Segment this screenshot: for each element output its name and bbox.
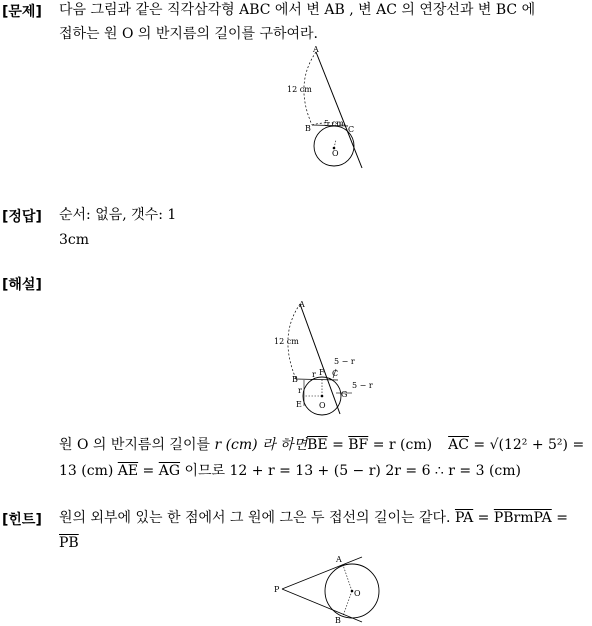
solution-line1 (59, 435, 584, 456)
solution-l1-b: r (cm) 라 하면 (214, 437, 308, 453)
answer-line1: 순서: 없음, 갯수: 1 (59, 207, 177, 223)
fig2-label-ab: 12 cm (274, 337, 299, 346)
solution-l2-c: 이므로 12 + r = 13 + (5 − r) 2r = 6 ∴ r = 3 (cm) (180, 463, 522, 479)
fig2-label-5r-right: 5 − r (352, 381, 373, 390)
fig2-label-a: A (299, 300, 305, 309)
hint-l1-b: = (473, 510, 494, 526)
segment-pb: $\overline{PB}$ (59, 535, 79, 551)
solution-l1-e: = √(12² + 5²) = (468, 437, 585, 453)
hint-figure (270, 552, 382, 626)
segment-bf: $\overline{BF}$ (348, 437, 369, 453)
fig3-label-p: P (274, 585, 280, 594)
problem-label: [문제] (2, 4, 42, 20)
solution-l1-c: = (327, 437, 349, 453)
segment-be: $\overline{BE}$ (307, 437, 328, 453)
segment-ag: $\overline{AG}$ (158, 463, 181, 479)
fig2-label-r-top: r (312, 370, 316, 379)
fig1-label-o: O (332, 149, 339, 158)
fig2-label-o: O (319, 401, 326, 410)
fig2-label-g: G (341, 390, 348, 399)
answer-label: [정답] (2, 209, 42, 225)
fig2-label-b: B (292, 375, 298, 384)
fig2-label-5r-top: 5 − r (334, 357, 355, 366)
fig3-label-a: A (336, 555, 342, 564)
solution-l1-d: = r (cm) (368, 437, 433, 453)
solution-l2-b: = (138, 463, 159, 479)
hint-l1-a: 원의 외부에 있는 한 점에서 그 원에 그은 두 접선의 길이는 같다. (59, 510, 455, 526)
segment-pa: $\overline{PA}$ (454, 510, 474, 526)
segment-ae: $\overline{AE}$ (117, 463, 139, 479)
fig1-label-b: B (305, 124, 311, 133)
solution-l1-a: 원 O 의 반지름의 길이를 (59, 437, 215, 453)
fig2-label-e: E (296, 400, 302, 409)
problem-text-line1: 다음 그림과 같은 직각삼각형 ABC 에서 변 AB , 변 AC 의 연장선과 변 BC 에 (59, 2, 536, 18)
segment-ac: $\overline{AC}$ (448, 437, 469, 453)
fig1-label-a: A (313, 45, 319, 54)
fig2-label-f: F (319, 368, 325, 377)
fig1-label-ab: 12 cm (287, 85, 312, 94)
fig2-label-r-left: r (298, 386, 302, 395)
hint-l1-c: = (551, 510, 568, 526)
hint-label: [힌트] (2, 512, 42, 528)
fig3-label-b: B (335, 616, 341, 625)
problem-text-line2: 접하는 원 O 의 반지름의 길이를 구하여라. (59, 26, 319, 42)
hint-line1 (59, 508, 568, 529)
fig2-label-c: C (332, 369, 339, 378)
problem-figure (280, 44, 370, 170)
solution-figure (270, 296, 380, 420)
hint-line2 (59, 533, 79, 554)
solution-l2-a: 13 (cm) (59, 463, 118, 479)
segment-pbrmpa: PBrmPA (493, 510, 552, 526)
answer-line2: 3cm (59, 232, 90, 248)
fig1-label-c: C (348, 125, 355, 134)
solution-line2 (59, 461, 521, 482)
fig1-label-bc: 5 cm (324, 119, 344, 128)
fig3-label-o: O (354, 589, 361, 598)
solution-label: [해설] (2, 277, 42, 293)
